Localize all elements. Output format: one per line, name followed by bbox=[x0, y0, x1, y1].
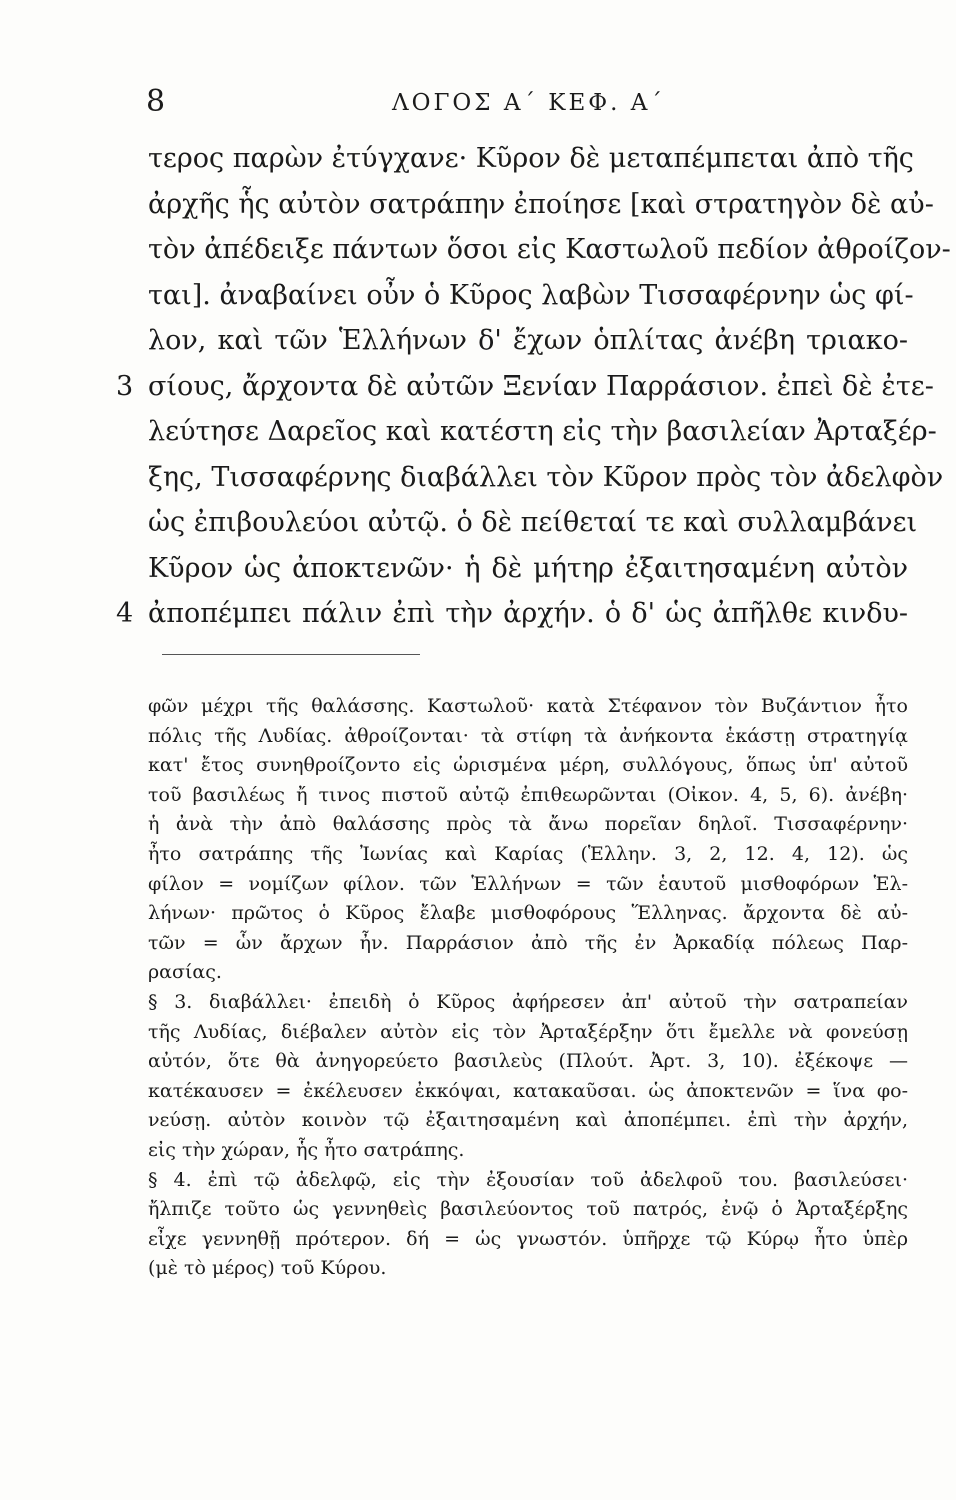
main-line bbox=[116, 591, 908, 637]
footnote-line: λήνων· πρῶτος ὁ Κῦρος ἔλαβε μισθοφόρους Ἕλληνας. ἄρχοντα δὲ αὐ- bbox=[148, 902, 908, 925]
main-line bbox=[148, 318, 908, 364]
footnote-line: τοῦ βασιλέως ἤ τινος πιστοῦ αὐτῷ ἐπιθεωρῶνται (Οἰκον. 4, 5, 6). ἀνέβη· bbox=[148, 783, 908, 806]
footnote-line: κατέκαυσεν = ἐκέλευσεν ἐκκόψαι, κατακαῦσαι. ὡς ἀποκτενῶν = ἵνα φο- bbox=[148, 1079, 908, 1102]
main-line-text: ἀποπέμπει πάλιν ἐπὶ τὴν ἀρχήν. ὁ δ' ὡς ἀπῆλθε κινδυ- bbox=[148, 598, 908, 629]
running-head: ΛΟΓΟΣ Α΄ ΚΕΦ. Α΄ bbox=[392, 90, 665, 116]
main-line bbox=[148, 273, 914, 319]
main-line bbox=[148, 409, 937, 455]
footnote-line: § 3. διαβάλλει· ἐπειδὴ ὁ Κῦρος ἀφήρεσεν ἀπ' αὐτοῦ τὴν σατραπείαν bbox=[148, 990, 908, 1013]
footnote-line: ἤλπιζε τοῦτο ὡς γεννηθεὶς βασιλεύοντος τοῦ πατρός, ἐνῷ ὁ Ἀρταξέρξης bbox=[148, 1198, 908, 1221]
main-line-text: λον, καὶ τῶν Ἑλλήνων δ' ἔχων ὁπλίτας ἀνέβη τριακο- bbox=[148, 325, 908, 356]
main-text bbox=[116, 136, 951, 637]
footnote-line: πόλις τῆς Λυδίας. ἀθροίζονται· τὰ στίφη τὰ ἀνήκοντα ἑκάστῃ στρατηγίᾳ bbox=[148, 724, 908, 747]
main-line-text: σίους, ἄρχοντα δὲ αὐτῶν Ξενίαν Παρράσιον. ἐπεὶ δὲ ἐτε- bbox=[148, 370, 934, 402]
main-line bbox=[148, 546, 908, 592]
footnote-line: νεύσῃ. αὐτὸν κοινὸν τῷ ἐξαιτησαμένη καὶ ἀποπέμπει. ἐπὶ τὴν ἀρχήν, bbox=[148, 1109, 908, 1132]
footnote-line: φίλον = νομίζων φίλον. τῶν Ἑλλήνων = τῶν ἑαυτοῦ μισθοφόρων Ἑλ- bbox=[148, 872, 908, 895]
footnote-line: (μὲ τὸ μέρος) τοῦ Κύρου. bbox=[148, 1257, 387, 1280]
main-line-text: λεύτησε Δαρεῖος καὶ κατέστη εἰς τὴν βασιλείαν Ἀρταξέρ- bbox=[148, 416, 937, 447]
main-line-text: ὡς ἐπιβουλεύοι αὐτῷ. ὁ δὲ πείθεταί τε καὶ συλλαμβάνει bbox=[148, 507, 918, 538]
main-line bbox=[148, 136, 914, 182]
footnote-line: ἦτο σατράπης τῆς Ἰωνίας καὶ Καρίας (Ἑλλην. 3, 2, 12. 4, 12). ὡς bbox=[148, 842, 908, 865]
main-line-text: Κῦρον ὡς ἀποκτενῶν· ἡ δὲ μήτηρ ἐξαιτησαμένη αὐτὸν bbox=[148, 552, 908, 584]
footnote-line: κατ' ἔτος συνηθροίζοντο εἰς ὡρισμένα μέρη, συλλόγους, ὅπως ὑπ' αὐτοῦ bbox=[148, 754, 908, 777]
page-number: 8 bbox=[146, 84, 166, 119]
footnote-divider bbox=[162, 654, 420, 655]
margin-section-number: 4 bbox=[116, 598, 134, 629]
footnote-line: τῶν = ὧν ἄρχων ἦν. Παρράσιον ἀπὸ τῆς ἐν Ἀρκαδίᾳ πόλεως Παρ- bbox=[148, 931, 908, 954]
margin-section-number: 3 bbox=[116, 370, 134, 402]
footnotes bbox=[148, 692, 908, 1284]
main-line-text: τερος παρὼν ἐτύγχανε· Κῦρον δὲ μεταπέμπεται ἀπὸ τῆς bbox=[148, 143, 914, 174]
main-line bbox=[148, 227, 951, 273]
main-line-text: ἀρχῆς ἧς αὐτὸν σατράπην ἐποίησε [καὶ στρατηγὸν δὲ αὐ- bbox=[148, 188, 934, 220]
footnote-line: εἶχε γεννηθῇ πρότερον. δή = ὡς γνωστόν. ὑπῆρχε τῷ Κύρῳ ἦτο ὑπὲρ bbox=[148, 1227, 908, 1250]
footnote-line: τῆς Λυδίας, διέβαλεν αὐτὸν εἰς τὸν Ἀρταξέρξην ὅτι ἔμελλε νὰ φονεύσῃ bbox=[148, 1020, 908, 1043]
main-line bbox=[148, 500, 918, 546]
main-line-text: ται]. ἀναβαίνει οὖν ὁ Κῦρος λαβὼν Τισσαφέρνην ὡς φί- bbox=[148, 279, 914, 311]
footnote-line: φῶν μέχρι τῆς θαλάσσης. Καστωλοῦ· κατὰ Στέφανον τὸν Βυζάντιον ἦτο bbox=[148, 695, 908, 717]
footnote-line: αὐτόν, ὅτε θὰ ἀνηγορεύετο βασιλεὺς (Πλούτ. Ἀρτ. 3, 10). ἐξέκοψε — bbox=[148, 1050, 908, 1073]
footnote-line: ἡ ἀνὰ τὴν ἀπὸ θαλάσσης πρὸς τὰ ἄνω πορεῖαν δηλοῖ. Τισσαφέρνην· bbox=[148, 813, 908, 836]
main-line-text: ξης, Τισσαφέρνης διαβάλλει τὸν Κῦρον πρὸς τὸν ἀδελφὸν bbox=[148, 461, 944, 493]
footnote-line: ρασίας. bbox=[148, 961, 222, 984]
footnote-line: εἰς τὴν χώραν, ἧς ἦτο σατράπης. bbox=[148, 1138, 465, 1161]
footnote-line: § 4. ἐπὶ τῷ ἀδελφῷ, εἰς τὴν ἐξουσίαν τοῦ ἀδελφοῦ του. βασιλεύσει· bbox=[148, 1168, 908, 1191]
main-line bbox=[148, 455, 944, 501]
page-header bbox=[0, 84, 956, 124]
main-line-text: τὸν ἀπέδειξε πάντων ὅσοι εἰς Καστωλοῦ πεδίον ἀθροίζον- bbox=[148, 234, 951, 265]
main-line bbox=[116, 364, 934, 410]
main-line bbox=[148, 182, 934, 228]
